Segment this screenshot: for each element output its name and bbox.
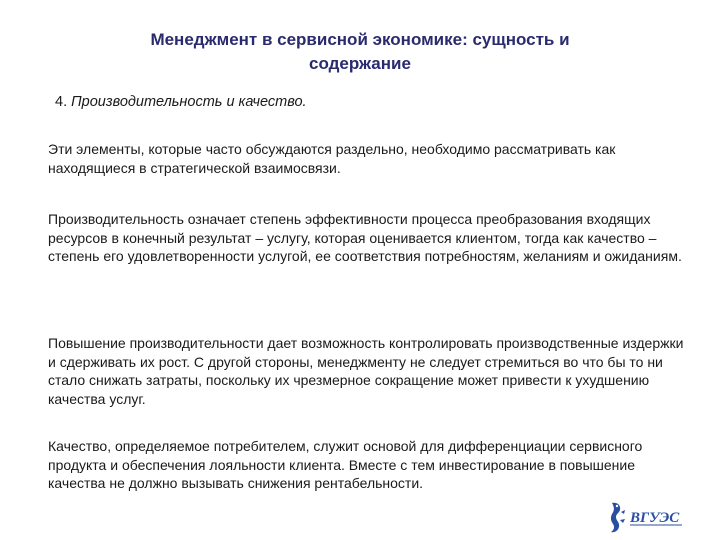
paragraph-productivity-definition: Производительность означает степень эффективности процесса преобразования входящих ресурсов в конечный результат – услугу, которая оценивается клиентом, тогда как качество – степень его удовлетворенности услугой, ее соответствия потребностям, желаниям и ожиданиям. <box>48 211 682 264</box>
section-number: 4. <box>55 94 68 110</box>
section-subtitle <box>55 94 307 110</box>
title-line-2: содержание <box>309 54 411 73</box>
university-logo <box>606 500 686 534</box>
section-heading: Производительность и качество. <box>71 94 307 110</box>
title-line-1: Менеджмент в сервисной экономике: сущность и <box>150 30 570 49</box>
university-emblem-icon <box>606 500 686 534</box>
page-title <box>70 28 650 76</box>
paragraph-quality-differentiation: Качество, определяемое потребителем, служит основой для дифференциации сервисного продукта и обеспечения лояльности клиента. Вместе с тем инвестирование в повышение качества не должно вызывать снижения рентабельности. <box>48 438 643 491</box>
paragraph-cost-control: Повышение производительности дает возможность контролировать производственные издержки и сдерживать их рост. С другой стороны, менеджменту не следует стремиться во что бы то ни стало снижать затраты, поскольку их чрезмерное сокращение может привести к ухудшению качества услуг. <box>48 335 684 407</box>
paragraph-strategic-link: Эти элементы, которые часто обсуждаются раздельно, необходимо рассматривать как находящиеся в стратегической взаимосвязи. <box>48 141 616 176</box>
logo-text: ВГУЭС <box>630 510 680 526</box>
